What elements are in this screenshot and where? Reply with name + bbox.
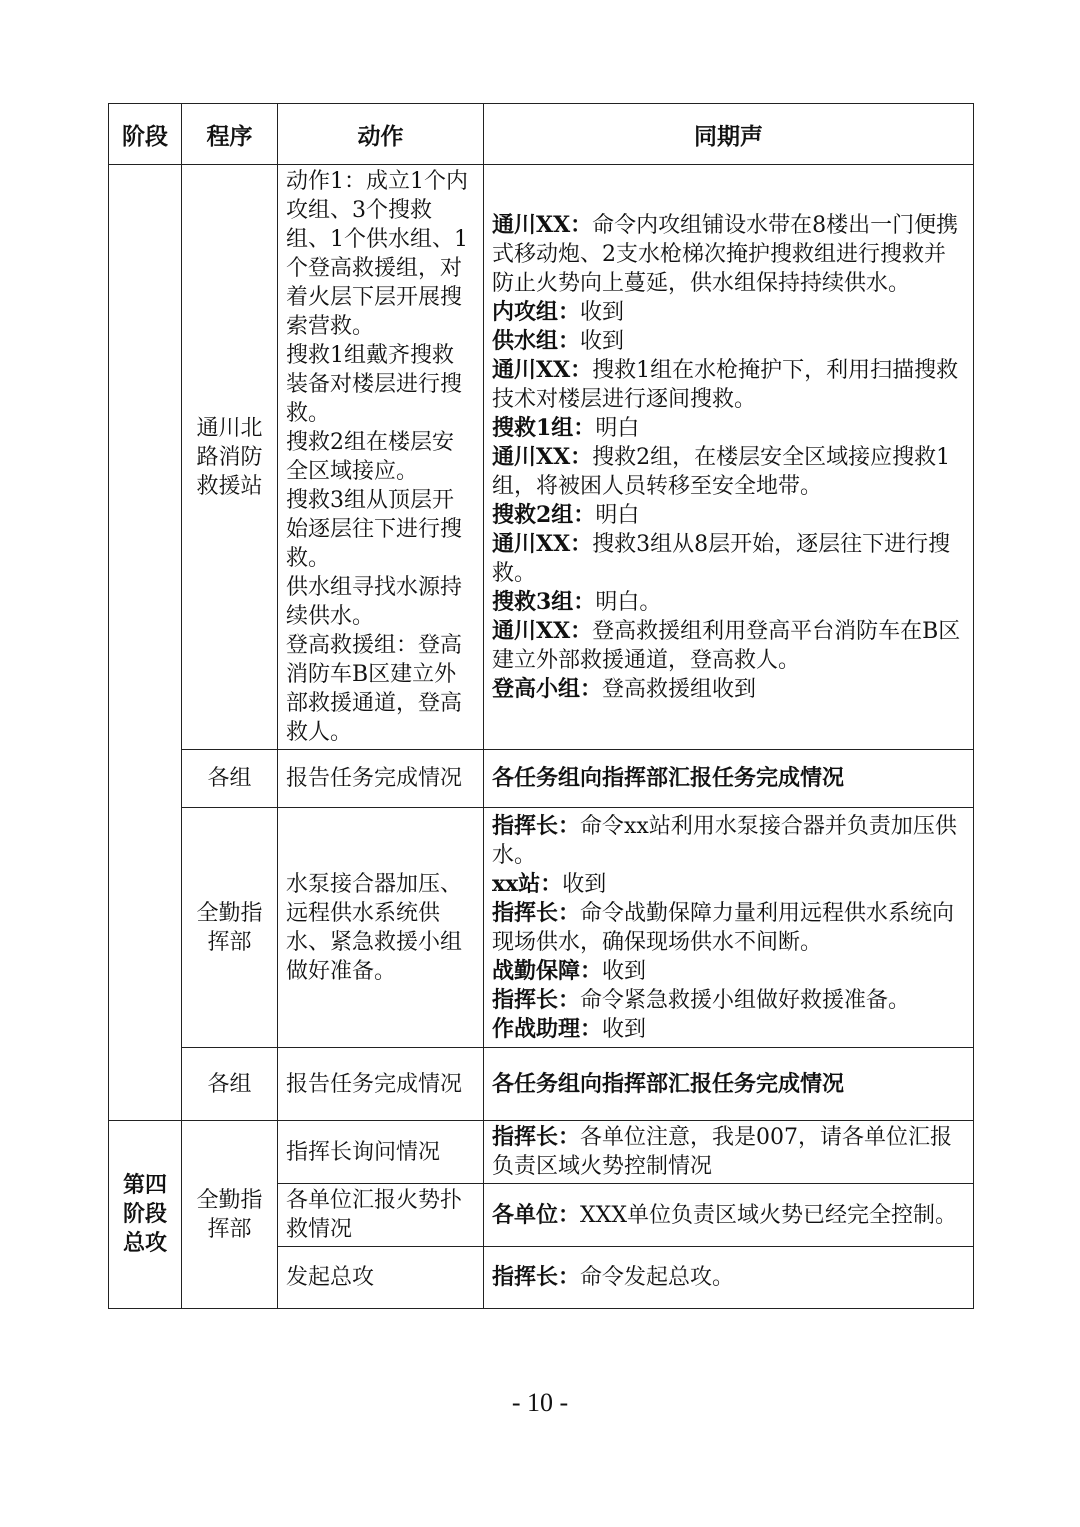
dialogue-line — [492, 414, 965, 443]
speaker: 指挥长： — [492, 1124, 581, 1150]
dialogue-line — [492, 812, 965, 870]
utterance: 收到 — [580, 299, 625, 325]
procedure-cell: 通川北路消防救援站 — [182, 165, 278, 750]
dialogue-line — [492, 986, 965, 1015]
dialogue-line — [492, 211, 965, 298]
dialogue-line — [492, 617, 965, 675]
action-item: 供水组寻找水源持续供水。 — [286, 575, 463, 629]
dialogue-line — [492, 356, 965, 414]
action-item: 登高救援组：登高消防车B区建立外部救援通道，登高救人。 — [286, 633, 463, 745]
speaker: 作战助理： — [492, 1015, 603, 1042]
dialogue-line — [492, 957, 965, 986]
utterance: 收到 — [562, 871, 607, 897]
dialogue-line — [492, 443, 965, 501]
speaker: 通川XX： — [492, 356, 593, 383]
speaker: 指挥长： — [492, 1264, 581, 1290]
speaker: 各单位： — [492, 1201, 581, 1228]
table-row — [109, 165, 974, 750]
speaker: 登高小组： — [492, 675, 603, 702]
procedure-table — [108, 103, 974, 1309]
header-procedure: 程序 — [182, 104, 278, 165]
utterance: 命令紧急救援小组做好救援准备。 — [580, 987, 911, 1013]
utterance: 命令战勤保障力量利用远程供水系统向现场供水，确保现场供水不间断。 — [492, 900, 955, 955]
dialogue-line — [492, 588, 965, 617]
header-sync-sound: 同期声 — [484, 104, 974, 165]
utterance: 登高救援组收到 — [602, 676, 757, 702]
dialogue-line — [492, 675, 965, 704]
speaker: 搜救1组： — [492, 414, 596, 441]
action-cell: 发起总攻 — [278, 1247, 484, 1309]
utterance: 明白 — [595, 415, 640, 441]
speaker: 通川XX： — [492, 617, 593, 644]
procedure-cell: 各组 — [182, 1048, 278, 1121]
speaker: 战勤保障： — [492, 957, 603, 984]
utterance: 登高救援组利用登高平台消防车在B区建立外部救援通道，登高救人。 — [492, 618, 961, 673]
speaker: 内攻组： — [492, 298, 581, 325]
action-cell: 指挥长询问情况 — [278, 1121, 484, 1184]
action-item: 搜救1组戴齐搜救装备对楼层进行搜救。 — [286, 343, 463, 426]
table-row — [109, 1048, 974, 1121]
utterance: 命令内攻组铺设水带在8楼出一门便携式移动炮、2支水枪梯次掩护搜救组进行搜救并防止火势向上蔓延，供水组保持持续供水。 — [492, 212, 959, 296]
action-cell: 各单位汇报火势扑救情况 — [278, 1184, 484, 1247]
dialogue-line — [492, 530, 965, 588]
speaker: 通川XX： — [492, 443, 593, 470]
sync-sound-cell — [484, 808, 974, 1048]
action-item: 搜救2组在楼层安全区域接应。 — [286, 430, 454, 484]
table-row — [109, 750, 974, 808]
sync-sound-cell — [484, 165, 974, 750]
procedure-cell: 全勤指挥部 — [182, 1121, 278, 1309]
utterance: 收到 — [602, 1016, 647, 1042]
utterance: 明白 — [595, 502, 640, 528]
speaker: 通川XX： — [492, 211, 593, 238]
speaker: 通川XX： — [492, 530, 593, 557]
utterance: 搜救1组在水枪掩护下，利用扫描搜救技术对楼层进行逐间搜救。 — [492, 357, 959, 412]
procedure-cell: 全勤指挥部 — [182, 808, 278, 1048]
action-item: 动作1：成立1个内攻组、3个搜救组、1个供水组、1个登高救援组，对着火层下层开展搜索营救。 — [286, 169, 468, 339]
table-row — [109, 808, 974, 1048]
stage-cell-continued — [109, 165, 182, 1121]
action-cell: 报告任务完成情况 — [278, 1048, 484, 1121]
utterance: 搜救2组，在楼层安全区域接应搜救1组，将被困人员转移至安全地带。 — [492, 444, 951, 499]
action-cell — [278, 165, 484, 750]
sync-sound-cell — [484, 1247, 974, 1309]
sync-sound-cell: 各任务组向指挥部汇报任务完成情况 — [484, 750, 974, 808]
speaker: 搜救3组： — [492, 588, 596, 615]
utterance: 命令发起总攻。 — [580, 1265, 735, 1290]
utterance: 命令xx站利用水泵接合器并负责加压供水。 — [492, 813, 957, 868]
speaker: 搜救2组： — [492, 501, 596, 528]
dialogue-line — [492, 1015, 965, 1044]
sync-sound-cell: 各任务组向指挥部汇报任务完成情况 — [484, 1048, 974, 1121]
utterance: 收到 — [580, 328, 625, 354]
table-header-row — [109, 104, 974, 165]
dialogue-line — [492, 870, 965, 899]
speaker: 指挥长： — [492, 812, 581, 839]
dialogue-line — [492, 899, 965, 957]
dialogue-line — [492, 501, 965, 530]
utterance: 明白。 — [595, 589, 662, 615]
utterance: 搜救3组从8层开始，逐层往下进行搜救。 — [492, 531, 951, 586]
utterance: 收到 — [602, 958, 647, 984]
table-row — [109, 1121, 974, 1184]
dialogue-line — [492, 327, 965, 356]
action-item: 搜救3组从顶层开始逐层往下进行搜救。 — [286, 488, 463, 571]
utterance: 各单位注意，我是007，请各单位汇报负责区域火势控制情况 — [492, 1125, 953, 1179]
speaker: 指挥长： — [492, 899, 581, 926]
sync-sound-cell — [484, 1121, 974, 1184]
sync-sound-cell — [484, 1184, 974, 1247]
page-number: - 10 - — [511, 1388, 569, 1417]
header-stage: 阶段 — [109, 104, 182, 165]
action-cell: 报告任务完成情况 — [278, 750, 484, 808]
speaker: 指挥长： — [492, 986, 581, 1013]
procedure-cell: 各组 — [182, 750, 278, 808]
speaker: 供水组： — [492, 327, 581, 354]
header-action: 动作 — [278, 104, 484, 165]
action-cell: 水泵接合器加压、远程供水系统供水、紧急救援小组做好准备。 — [278, 808, 484, 1048]
dialogue-line — [492, 298, 965, 327]
stage-cell: 第四阶段总攻 — [109, 1121, 182, 1309]
speaker: xx站： — [492, 870, 563, 897]
utterance: XXX单位负责区域火势已经完全控制。 — [580, 1202, 958, 1228]
